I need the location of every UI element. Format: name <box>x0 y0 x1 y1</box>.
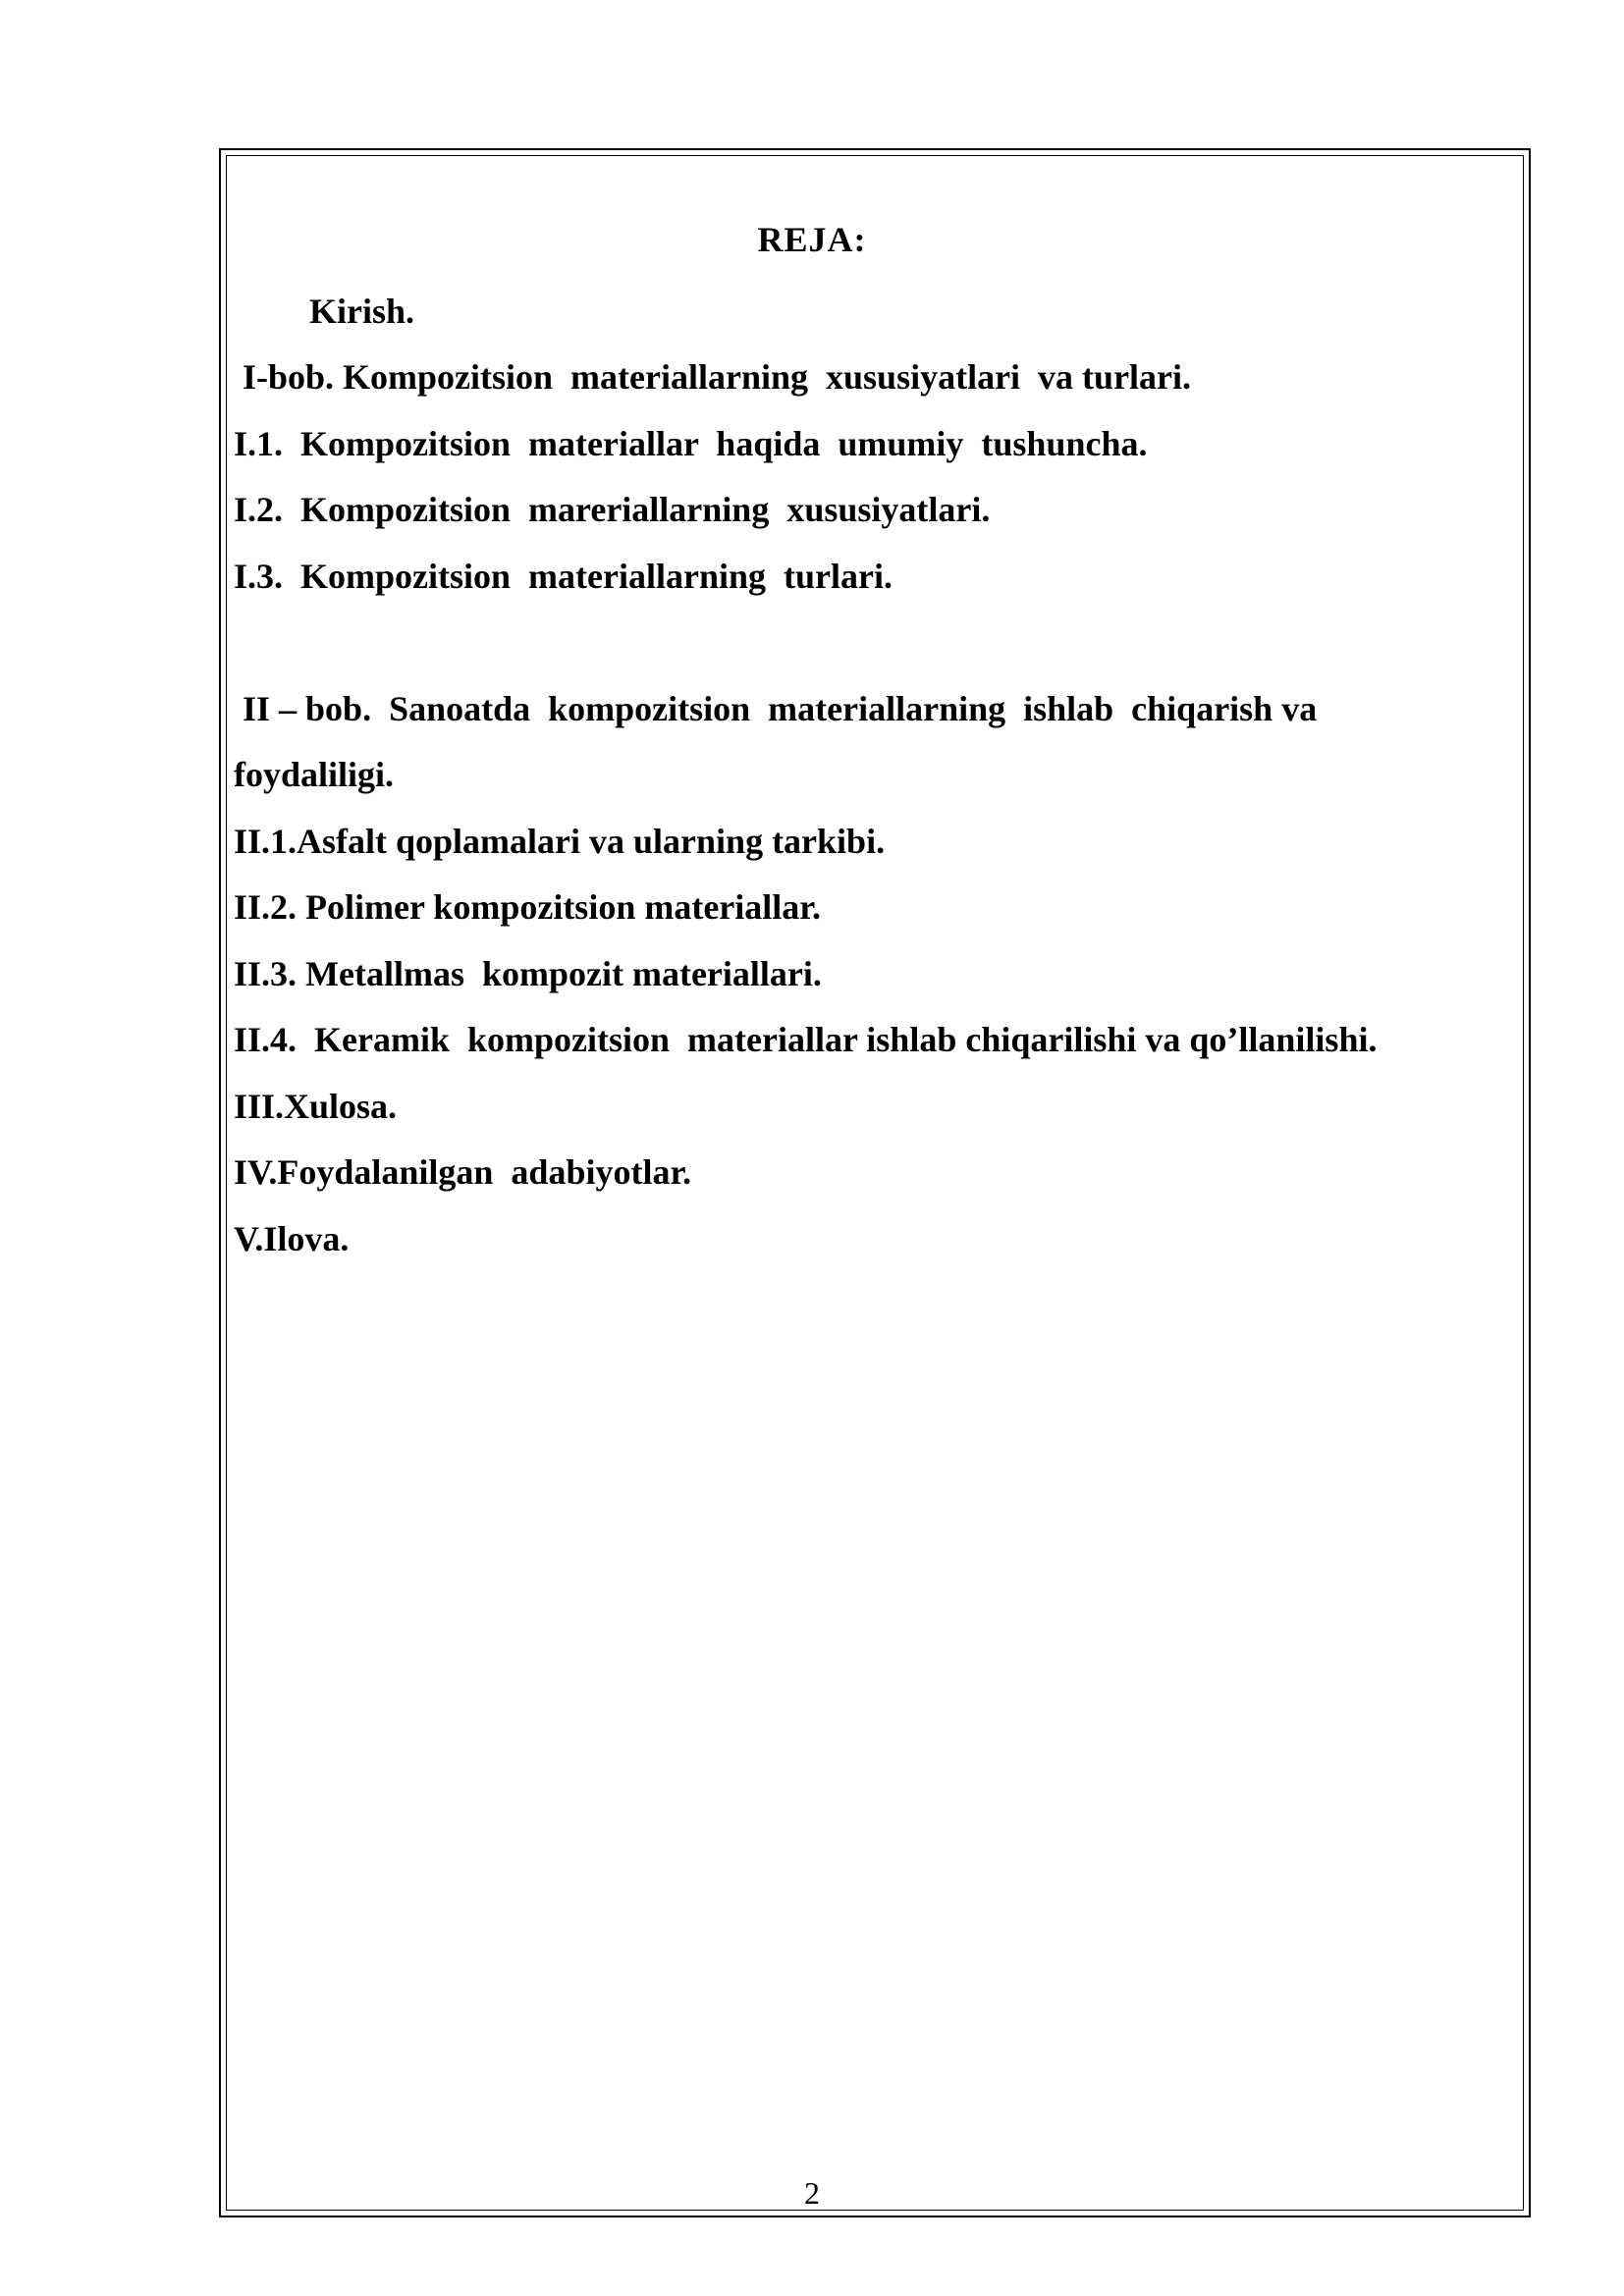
toc-entry-section-1-2: I.2. Kompozitsion mareriallarning xususiyatlari. <box>234 490 991 529</box>
toc-entry-section-2-1: II.1.Asfalt qoplamalari va ularning tarkibi. <box>234 822 886 861</box>
toc-entry-references: IV.Foydalanilgan adabiyotlar. <box>234 1152 692 1192</box>
toc-entry-conclusion: III.Xulosa. <box>234 1087 398 1126</box>
toc-entry-section-2-2: II.2. Polimer kompozitsion materiallar. <box>234 887 821 927</box>
toc-entry-section-2-4: II.4. Keramik kompozitsion materiallar ishlab chiqarilishi va qo’llanilishi. <box>234 1020 1378 1059</box>
toc-entry-section-2-3: II.3. Metallmas kompozit materiallari. <box>234 954 822 993</box>
toc-entry-chapter-2: II – bob. Sanoatda kompozitsion materiallarning ishlab chiqarish va <box>243 689 1318 728</box>
toc-entry-section-1-1: I.1. Kompozitsion materiallar haqida umumiy tushuncha. <box>234 424 1148 463</box>
toc-entry-introduction: Kirish. <box>309 292 415 331</box>
toc-entry-chapter-1: I-bob. Kompozitsion materiallarning xususiyatlari va turlari. <box>243 357 1192 397</box>
toc-entry-section-1-3: I.3. Kompozitsion materiallarning turlari. <box>234 557 893 596</box>
plan-title: REJA: <box>757 220 867 259</box>
page-number: 2 <box>804 2175 820 2211</box>
toc-entry-appendix: V.Ilova. <box>234 1219 350 1258</box>
toc-entry-chapter-2-continued: foydaliligi. <box>234 755 395 794</box>
